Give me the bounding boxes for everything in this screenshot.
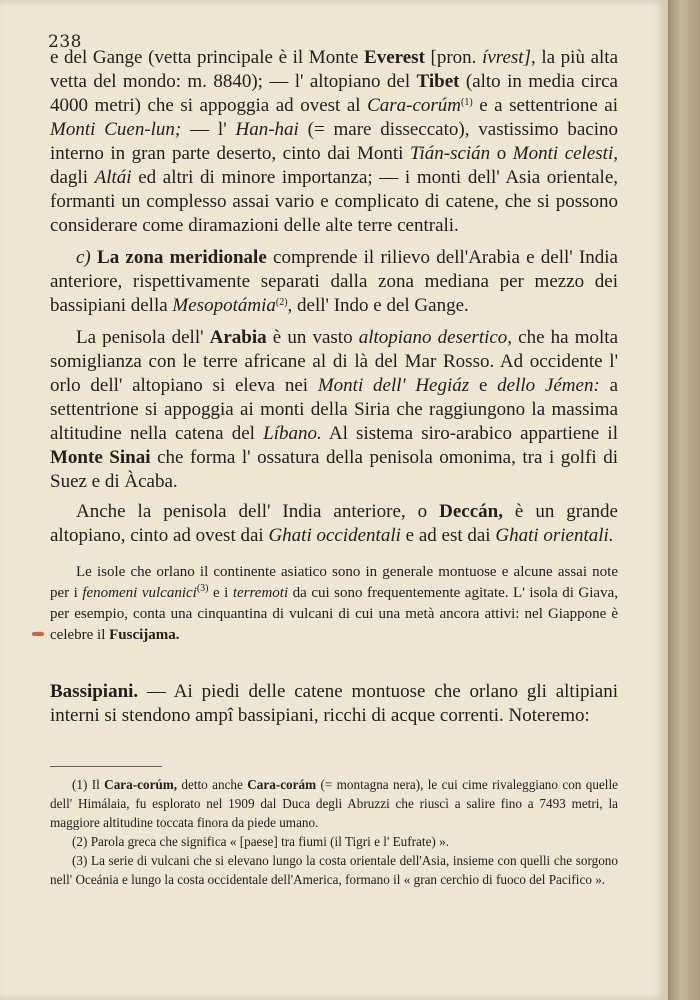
term-deccan: Deccán, bbox=[439, 501, 503, 522]
term-ghati-orientali: Ghati orientali. bbox=[495, 525, 614, 546]
section-label: c) bbox=[76, 247, 91, 268]
term-hanhai: Han-hai bbox=[235, 119, 299, 140]
term-zona-meridionale: La zona meridionale bbox=[97, 247, 267, 268]
paragraph-bassipiani: Bassipiani. — Ai piedi delle catene montuose che orlano gli altipiani interni si stendono ampî bassipiani, ricchi di acque correnti. Noteremo: bbox=[50, 681, 618, 726]
term-libano: Líbano. bbox=[263, 423, 322, 444]
term-tianscian: Tián-scián bbox=[409, 143, 491, 164]
term-fenomeni-vulcanici: fenomeni vulcanici bbox=[82, 585, 197, 601]
term-fuscijama: Fuscijama. bbox=[109, 627, 180, 643]
footnote-1: (1) Il Cara-corúm, detto anche Cara-corám (= montagna nera), le cui cime rivaleggiano con quelle dell' Himálaia, fu esplorato nel 1909 dal Duca degli Abruzzi che riuscì a salire fino a 7493 metri, la maggiore altitudine toccata finora da piede umano. bbox=[50, 777, 618, 830]
main-text bbox=[50, 46, 618, 889]
term-everest: Everest bbox=[364, 47, 425, 68]
page-number: 238 bbox=[48, 32, 82, 52]
term-hegiaz: Monti dell' Hegiáz bbox=[317, 375, 470, 396]
footnote-3: (3) La serie di vulcani che si elevano lungo la costa orientale dell'Asia, insieme con quelli che sorgono nell' Oceánia e lungo la costa occidentale dell'America, formano il « gran cerchio di fuoco del Pacifico ». bbox=[50, 853, 618, 887]
footnote-mark: (2) bbox=[72, 834, 88, 849]
page-edge bbox=[668, 0, 700, 1000]
term-altopiano: altopiano desertico, bbox=[358, 327, 513, 348]
paragraph-zona-meridionale: c) La zona meridionale comprende il rilievo dell'Arabia e dell' India anteriore, rispettivamente separati dalla zona mediana per mezzo dei bassipiani della Mesopotámia$^{(2)}$, dell' Indo e del Gange. bbox=[50, 247, 618, 316]
term-terremoti: terremoti bbox=[232, 585, 289, 601]
footnote-ref-2: (2) bbox=[275, 297, 288, 308]
paragraph-india: Anche la penisola dell' India anteriore, o Deccán, è un grande altopiano, cinto ad ovest dai Ghati occidentali e ad est dai Ghati orientali. bbox=[50, 501, 618, 546]
paragraph-arabia: La penisola dell' Arabia è un vasto altopiano desertico, che ha molta somiglianza con le terre africane al di là del Mar Rosso. Ad occidente l' orlo dell' altopiano si eleva nei Monti dell' Hegiáz e dello Jémen: a settentrione si appoggia ai monti della Siria che raggiungono la massima altitudine nella catena del Líbano. Al sistema siro-arabico appartiene il Monte Sinai che forma l' ossatura della penisola omonima, tra i golfi di Suez e di Àcaba. bbox=[50, 327, 619, 492]
term-cuenlun: Monti Cuen-lun; bbox=[50, 119, 182, 140]
footnote-mark: (1) bbox=[72, 777, 88, 792]
heading-bassipiani: Bassipiani. bbox=[50, 681, 139, 702]
footnote-ref-3: (3) bbox=[196, 583, 209, 594]
term-ivrest: ívrest] bbox=[482, 47, 531, 68]
term-jemen: dello Jémen: bbox=[497, 375, 600, 396]
footnote-divider bbox=[50, 766, 162, 767]
footnote-2: (2) Parola greca che significa « [paese] tra fiumi (il Tigri e l' Eufrate) ». bbox=[72, 834, 449, 849]
term-celesti: Monti celesti, bbox=[512, 143, 618, 164]
footnotes bbox=[50, 775, 618, 889]
margin-mark bbox=[32, 632, 44, 636]
term-arabia: Arabia bbox=[209, 327, 267, 348]
footnote-mark: (3) bbox=[72, 853, 88, 868]
term-tibet: Tibet bbox=[416, 71, 460, 92]
paragraph-asia-centrale: e del Gange (vetta principale è il Monte Everest [pron. ívrest], la più alta vetta del mondo: m. 8840); — l' altopiano del Tibet (alto in media circa 4000 metri) che si appoggia ad ovest al Cara-corúm$^{(1)}$ e a settentrione ai Monti Cuen-lun; — l' Han-hai (= mare disseccato), vastissimo bacino interno in gran parte deserto, cinto dai Monti Tián-scián o Monti celesti, dagli Altái ed altri di minore importanza; — i monti dell' Asia orientale, formanti un complesso assai vario e complicato di catene, che si possono considerare come diramazioni delle alte terre centrali. bbox=[50, 47, 619, 236]
footnote-ref-1: (1) bbox=[461, 97, 473, 108]
term-caracorum: Cara-corúm bbox=[367, 95, 462, 116]
term-ghati-occidentali: Ghati occidentali bbox=[268, 525, 401, 546]
paragraph-isole: Le isole che orlano il continente asiatico sono in generale montuose e alcune assai note per i fenomeni vulcanici$^{(3)}$ e i terremoti da cui sono frequentemente agitate. L' isola di Giava, per esempio, conta una cinquantina di vulcani di cui una metà ancora attivi: nel Giappone è celebre il Fuscijama. bbox=[50, 564, 618, 643]
term-altai: Altái bbox=[94, 167, 132, 188]
term-sinai: Monte Sinai bbox=[50, 447, 151, 468]
term-mesopotamia: Mesopotámia bbox=[172, 295, 276, 316]
